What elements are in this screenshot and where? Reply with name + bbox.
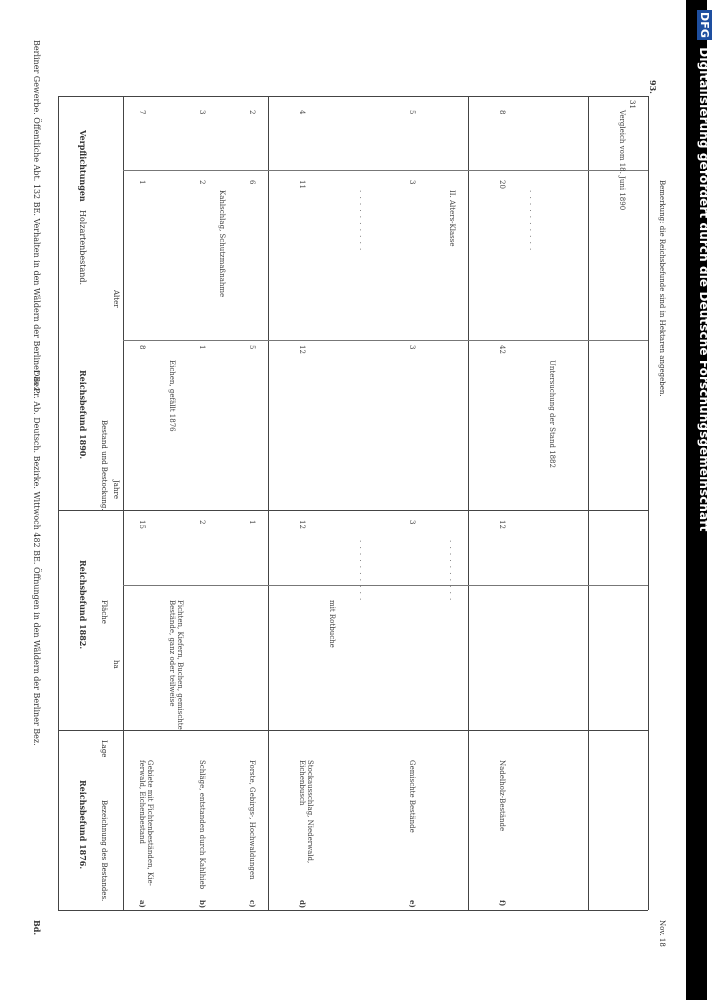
page-number-left: Bd.: [32, 920, 42, 936]
row-d-v4: 4: [298, 110, 307, 115]
footer-left: Nov. 18: [658, 920, 666, 947]
row-label-d: Stockausschlag, Niederwald, Eichenbusch: [298, 760, 315, 864]
col-header-bestand: Bestand und Bestockung.: [100, 420, 108, 511]
row-code-c: c): [248, 900, 258, 908]
row-code-a: a): [138, 900, 148, 908]
note-f: Untersuchung der Stand 1882: [548, 360, 557, 468]
row-a-v1: 15: [138, 520, 147, 529]
row-c-v3: 6: [248, 180, 257, 185]
row-b-v4: 3: [198, 110, 207, 115]
row-d-v2: 12: [298, 345, 307, 354]
dfg-logo: DFG: [698, 12, 711, 38]
row-e-v3: 3: [408, 180, 417, 185]
row-label-a: Gebiete mit Fichtenbeständen, Kie- ferwald, Eichenbestand: [138, 760, 155, 886]
row-code-b: b): [198, 900, 208, 909]
note-b: Eichen, gefällt 1876: [168, 360, 177, 432]
row-b-v1: 2: [198, 520, 207, 525]
group-header-1876: Reichsbefund 1876.: [78, 780, 88, 870]
group-header-holzbetrieb: Holzartenbestand.: [78, 210, 87, 286]
row-label-f: Nadelholz-Bestände: [498, 760, 507, 832]
row-label-e: Gemischte Bestände: [408, 760, 417, 833]
leader-dots: . . . . . . . . . .: [358, 190, 366, 252]
group-header-1882: Reichsbefund 1882.: [78, 560, 88, 650]
row-f-v3: 20: [498, 180, 507, 189]
dfg-watermark: [697, 10, 712, 531]
header-right-title: Berliner Gewerbe. Öffentliche Abt. 132 BE. Verhalten in den Wäldern der Berliner Bez.: [32, 40, 41, 394]
note-c: Kahlschlag, Schutzmaßnahme: [218, 190, 227, 298]
footer-right: 31: [628, 100, 636, 109]
group-header-verpflichtung: Verpflichtungen: [78, 130, 88, 202]
row-code-e: e): [408, 900, 418, 908]
row-e-v2: 3: [408, 345, 417, 350]
row-a-v3: 1: [138, 180, 147, 185]
row-code-f: f): [498, 900, 508, 907]
row-a-v4: 7: [138, 110, 147, 115]
col-header-jahre: Jahre: [112, 480, 120, 499]
note-right: Vergleich vom 18. Juni 1890: [618, 110, 627, 211]
leader-dots: . . . . . . . . . .: [358, 540, 366, 602]
row-c-v1: 1: [248, 520, 257, 525]
page-number-right: 93.: [648, 80, 658, 94]
note-e: II. Alters-Klasse: [448, 190, 457, 247]
row-f-v2: 42: [498, 345, 507, 354]
row-code-d: d): [298, 900, 308, 909]
row-label-c: Forste, Gebirgs-, Hochwaldungen: [248, 760, 257, 880]
row-b-v2: 1: [198, 345, 207, 350]
row-a-v2: 8: [138, 345, 147, 350]
footer-note: Bemerkung: die Reichsbefunde sind in Hektaren angegeben.: [658, 180, 666, 397]
leader-dots: . . . . . . . . . .: [528, 190, 536, 252]
row-c-v2: 5: [248, 345, 257, 350]
header-left-title: Das Pr. Ab. Deutsch. Bezirke. Wittwoch 482 BE. Öffnungen in den Wäldern der Berliner Bez.: [32, 370, 41, 746]
row-f-v4: 8: [498, 110, 507, 115]
row-f-v1: 12: [498, 520, 507, 529]
note-a: Fichten, Kiefern, Buchen, gemischte Bestände, ganz oder teilweise: [168, 600, 185, 730]
col-header-alter: Alter: [112, 290, 120, 308]
row-label-b: Schläge, entstanden durch Kahlhieb: [198, 760, 207, 890]
leader-dots: . . . . . . . . . .: [448, 540, 456, 602]
col-header-lage: Lage: [100, 740, 108, 758]
col-header-bezeichnung: Bezeichnung des Bestandes.: [100, 800, 108, 902]
dfg-funding-text: Digitalisierung gefördert durch die Deutsche Forschungsgemeinschaft: [697, 47, 711, 532]
row-b-v3: 2: [198, 180, 207, 185]
row-d-v1: 12: [298, 520, 307, 529]
col-header-flaeche: Fläche: [100, 600, 108, 624]
row-e-v4: 5: [408, 110, 417, 115]
col-header-ha: ha: [112, 660, 120, 669]
scanned-document-page: [28, 40, 668, 970]
row-e-v1: 3: [408, 520, 417, 525]
note-d: mit Rotbuche: [328, 600, 337, 648]
row-c-v4: 2: [248, 110, 257, 115]
group-header-1890: Reichsbefund 1890.: [78, 370, 88, 460]
row-d-v3: 11: [298, 180, 307, 189]
